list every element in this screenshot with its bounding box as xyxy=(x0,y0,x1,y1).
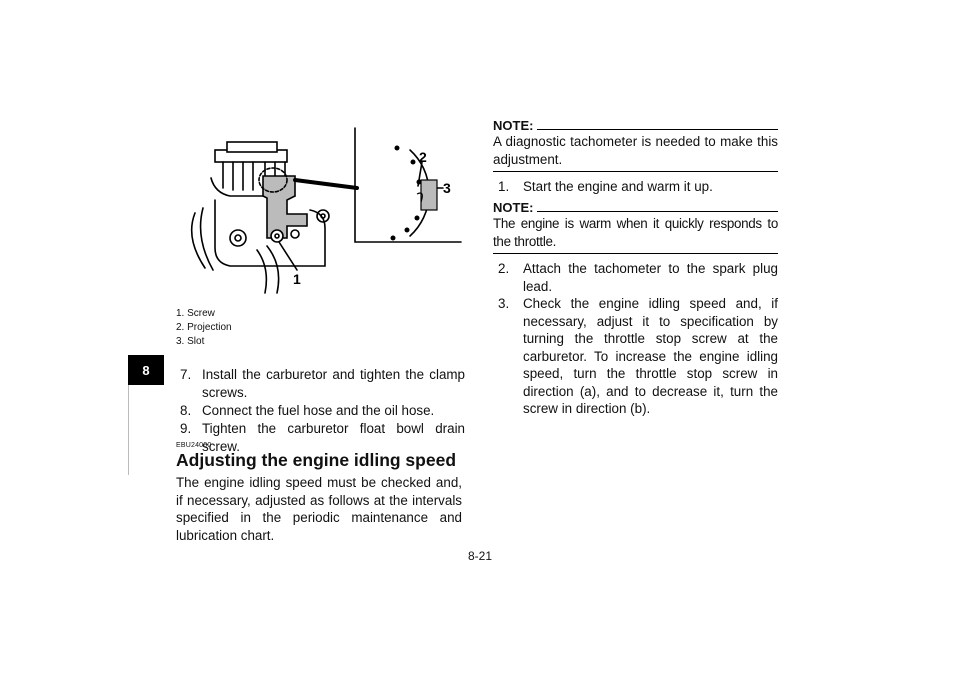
page-number: 8-21 xyxy=(468,549,493,563)
legend-item: 3. Slot xyxy=(176,336,205,347)
step-number: 7. xyxy=(180,367,192,382)
note-box-1 xyxy=(493,118,778,172)
step-text: Check the engine idling speed and, if necessary, adjust it to specification by turning the throttle stop screw at the carburetor. To increase the engine idling speed, turn the throttle stop screw in direction (a), and to decrease it, turn the screw in direction (b). xyxy=(523,296,778,416)
sidebar-divider xyxy=(128,385,129,475)
step-text: Install the carburetor and tighten the clamp screws. xyxy=(202,367,465,400)
step-number: 8. xyxy=(180,403,192,418)
note-header xyxy=(493,200,778,215)
step-item xyxy=(180,402,465,420)
callout-3: 3 xyxy=(443,180,451,196)
step-text: Connect the fuel hose and the oil hose. xyxy=(202,403,435,418)
left-steps-list xyxy=(180,366,465,456)
note-label: NOTE: xyxy=(493,118,534,133)
step-text: Start the engine and warm it up. xyxy=(523,179,713,194)
step-text: Tighten the carburetor float bowl drain screw. xyxy=(202,421,465,454)
note-end-rule xyxy=(493,253,778,254)
callout-1: 1 xyxy=(293,271,301,287)
note-label: NOTE: xyxy=(493,200,534,215)
step-number: 9. xyxy=(180,421,192,436)
figure-legend xyxy=(176,307,232,349)
note-rule xyxy=(537,211,778,212)
callout-2: 2 xyxy=(419,149,427,165)
section-code: EBU24000 xyxy=(176,442,212,449)
carburetor-illustration xyxy=(175,118,465,300)
slot-block xyxy=(421,180,437,210)
step-item xyxy=(180,366,465,402)
note-end-rule xyxy=(493,171,778,172)
chapter-number: 8 xyxy=(142,362,150,378)
step-number: 1. xyxy=(498,179,510,194)
section-body: The engine idling speed must be checked and, if necessary, adjusted as follows at the intervals specified in the periodic maintenance and lubrication chart. xyxy=(176,475,462,543)
step-item xyxy=(493,295,778,418)
chapter-tab xyxy=(128,355,164,385)
step-number: 2. xyxy=(498,261,510,276)
step-text: Attach the tachometer to the spark plug lead. xyxy=(523,261,778,294)
step-number: 3. xyxy=(498,296,510,311)
step-item xyxy=(493,260,778,295)
note-text: A diagnostic tachometer is needed to make this adjustment. xyxy=(493,134,778,167)
note-box-2 xyxy=(493,200,778,254)
note-text: The engine is warm when it quickly responds to the throttle. xyxy=(493,216,778,249)
section-title: Adjusting the engine idling speed xyxy=(176,450,457,470)
right-steps-list xyxy=(493,260,778,418)
note-header xyxy=(493,118,778,133)
carburetor-figure xyxy=(175,118,465,300)
step-item xyxy=(493,178,778,196)
legend-item: 1. Screw xyxy=(176,308,215,319)
note-rule xyxy=(537,129,778,130)
legend-item: 2. Projection xyxy=(176,322,232,333)
